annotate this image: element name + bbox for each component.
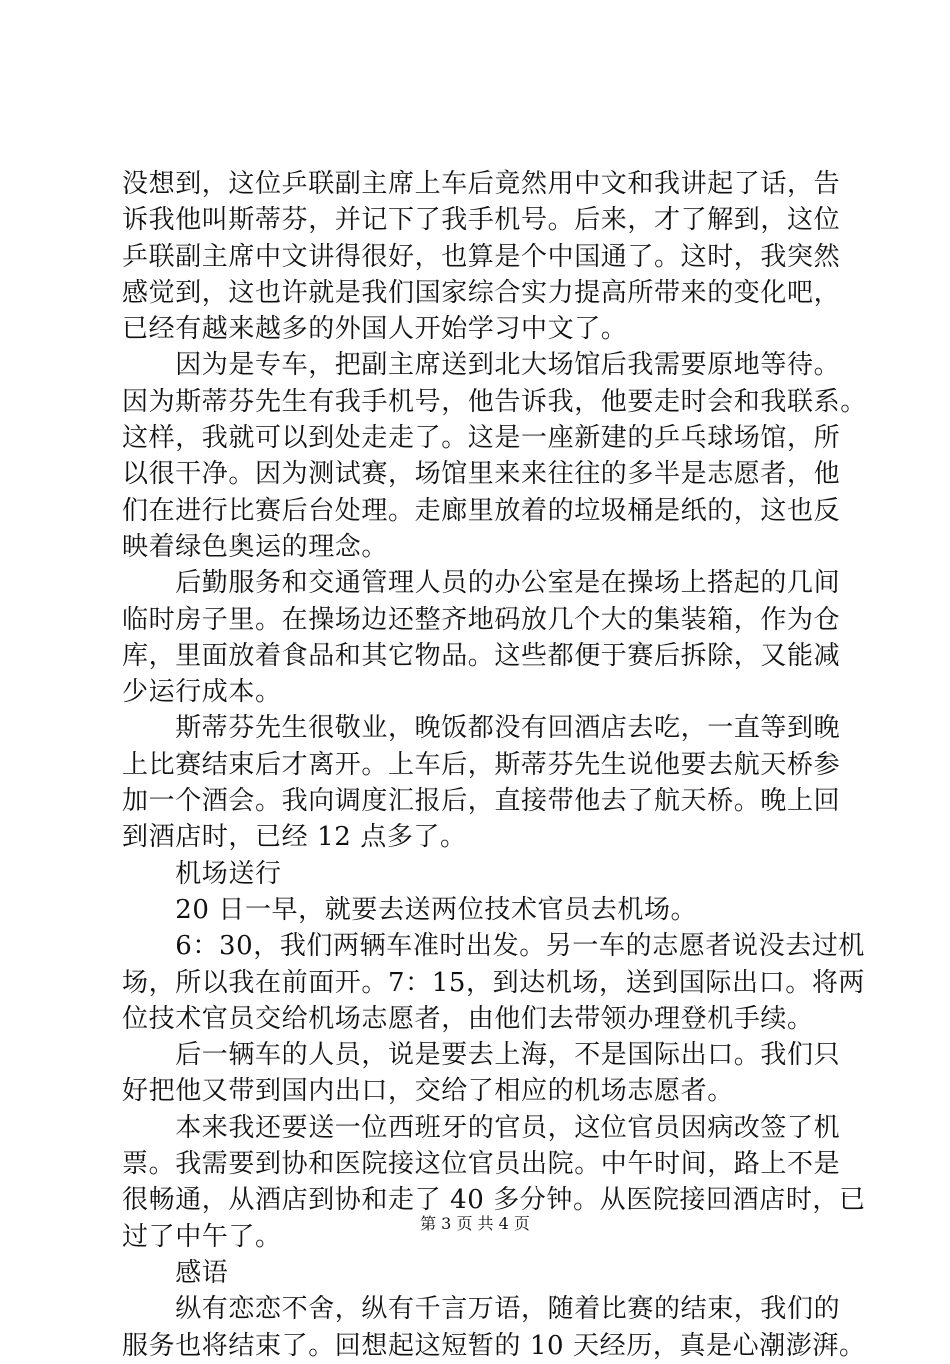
text-line: 到酒店时，已经 12 点多了。 <box>122 822 467 853</box>
text-line: 过了中午了。 <box>122 1221 282 1252</box>
text-line: 因为是专车，把副主席送到北大场馆后我需要原地等待。 <box>122 350 841 381</box>
text-line: 纵有恋恋不舍，纵有千言万语，随着比赛的结束，我们的 <box>122 1294 841 1325</box>
text-line: 服务也将结束了。回想起这短暂的 10 天经历，真是心潮澎湃。 <box>122 1330 866 1361</box>
text-line: 后勤服务和交通管理人员的办公室是在操场上搭起的几间 <box>122 568 841 599</box>
text-line: 6：30，我们两辆车准时出发。另一车的志愿者说没去过机 <box>122 931 866 962</box>
text-line: 因为斯蒂芬先生有我手机号，他告诉我，他要走时会和我联系。 <box>122 386 867 417</box>
text-line: 上比赛结束后才离开。上车后，斯蒂芬先生说他要去航天桥参 <box>122 749 841 780</box>
text-line: 20 日一早，就要去送两位技术官员去机场。 <box>122 894 698 925</box>
text-line: 这样，我就可以到处走走了。这是一座新建的乒乓球场馆，所 <box>122 423 841 454</box>
text-line: 加一个酒会。我向调度汇报后，直接带他去了航天桥。晚上回 <box>122 786 841 817</box>
section-heading: 感语 <box>122 1257 229 1288</box>
text-line: 场，所以我在前面开。7：15，到达机场，送到国际出口。将两 <box>122 967 866 998</box>
text-line: 以很干净。因为测试赛，场馆里来来往往的多半是志愿者，他 <box>122 459 841 490</box>
text-line: 临时房子里。在操场边还整齐地码放几个大的集装箱，作为仓 <box>122 604 841 635</box>
text-line: 没想到，这位乒联副主席上车后竟然用中文和我讲起了话，告 <box>122 169 841 199</box>
text-line: 位技术官员交给机场志愿者，由他们去带领办理登机手续。 <box>122 1003 814 1034</box>
text-line: 斯蒂芬先生很敬业，晚饭都没有回酒店去吃，一直等到晚 <box>122 713 841 744</box>
text-line: 本来我还要送一位西班牙的官员，这位官员因病改签了机 <box>122 1112 841 1143</box>
text-line: 已经有越来越多的外国人开始学习中文了。 <box>122 314 628 345</box>
text-line: 后一辆车的人员，说是要去上海，不是国际出口。我们只 <box>122 1040 841 1071</box>
body-text <box>122 166 867 1364</box>
text-line: 诉我他叫斯蒂芬，并记下了我手机号。后来，才了解到，这位 <box>122 205 841 236</box>
text-line: 很畅通，从酒店到协和走了 40 多分钟。从医院接回酒店时，已 <box>122 1185 866 1216</box>
text-line: 少运行成本。 <box>122 677 282 708</box>
text-line: 乒联副主席中文讲得很好，也算是个中国通了。这时，我突然 <box>122 241 841 272</box>
text-line: 好把他又带到国内出口，交给了相应的机场志愿者。 <box>122 1076 734 1107</box>
page-number-footer: 第 3 页 共 4 页 <box>420 1214 530 1233</box>
text-line: 票。我需要到协和医院接这位官员出院。中午时间，路上不是 <box>122 1149 841 1180</box>
text-line: 们在进行比赛后台处理。走廊里放着的垃圾桶是纸的，这也反 <box>122 495 841 526</box>
text-line: 感觉到，这也许就是我们国家综合实力提高所带来的变化吧， <box>122 277 841 308</box>
text-line: 库，里面放着食品和其它物品。这些都便于赛后拆除，又能减 <box>122 640 841 671</box>
section-heading: 机场送行 <box>122 858 282 889</box>
text-line: 映着绿色奥运的理念。 <box>122 531 389 562</box>
